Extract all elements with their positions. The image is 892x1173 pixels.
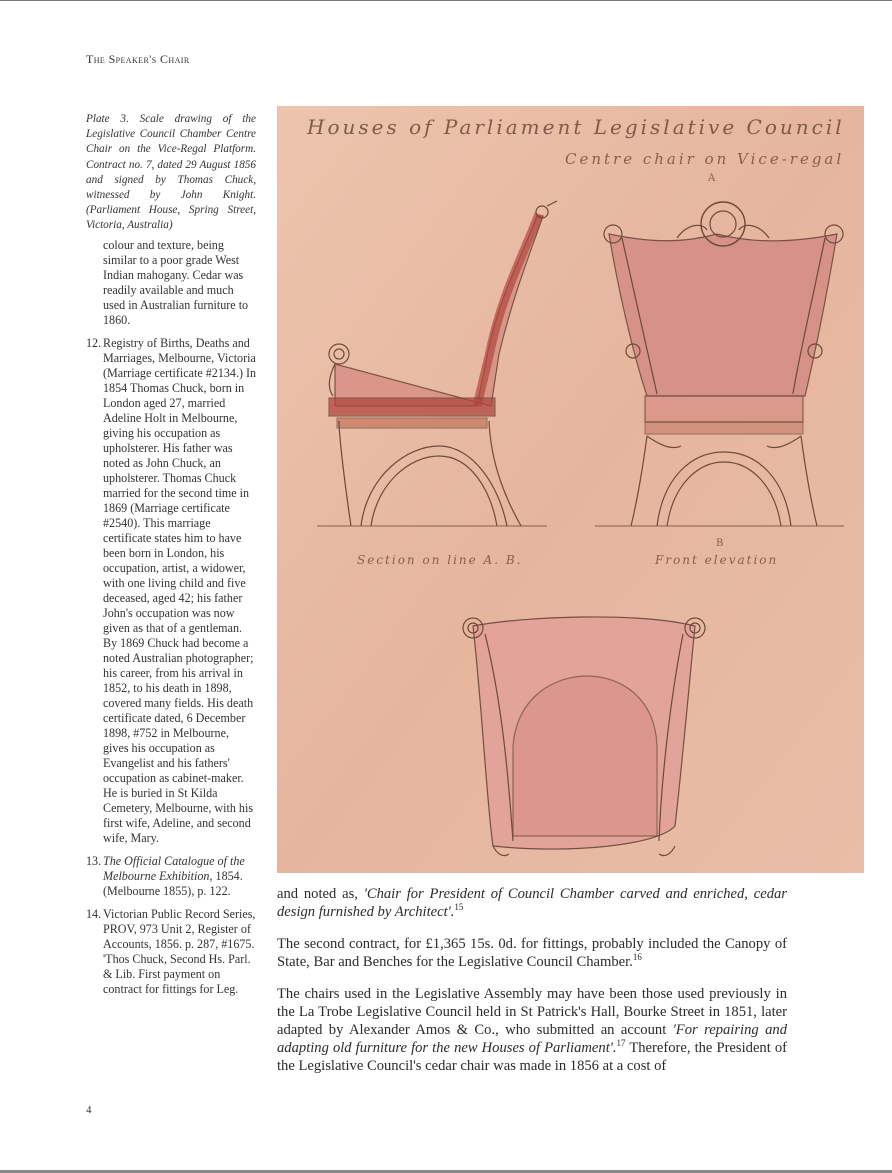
sidebar-notes — [86, 112, 256, 997]
footnote-ref: 17 — [616, 1038, 626, 1049]
note-continuation: colour and texture, being similar to a poor grade West Indian mahogany. Cedar was readily available and much used in Australian furniture to 1860. — [103, 237, 249, 327]
note-number: 13. — [86, 853, 102, 868]
note-12 — [86, 336, 257, 846]
footnote-ref: 16 — [632, 952, 642, 963]
paragraph-assembly-chairs — [277, 985, 787, 1075]
catalogue-title: The Official Catalogue of the Melbourne Exhibition, — [103, 853, 245, 883]
front-elevation-label: Front elevation — [655, 553, 779, 567]
note-14 — [86, 907, 257, 997]
section-mark-b: B — [716, 538, 724, 549]
section-label: Section on line A. B. — [357, 553, 523, 567]
plan-view-chair — [463, 617, 705, 856]
note-text: Victorian Public Record Series, PROV, 973 Unit 2, Register of Accounts, 1856. p. 287, #1675. 'Thos Chuck, Second Hs. Parl. & Lib. First payment on contract for fittings for Leg. — [103, 906, 256, 996]
note-number: 12. — [86, 335, 102, 350]
page-top-edge — [0, 0, 892, 1]
chair-drawing-svg — [277, 106, 864, 873]
paragraph-second-contract — [277, 935, 787, 971]
page-number: 4 — [86, 1104, 92, 1116]
note-text: Registry of Births, Deaths and Marriages, Melbourne, Victoria (Marriage certificate #2134.) In 1854 Thomas Chuck, born in London aged 27, married Adeline Holt in Melbourne, giving his occupation as upholsterer. His father was noted as John Chuck, an upholsterer. Thomas Chuck married for the second time in 1869 (Marriage certificate #2540). This marriage certificate states him to have been born in London, his occupation, artist, a widower, with one living child and five deceased, aged 42; his father John's occupation was now given as that of a gentleman. By 1869 Chuck had become a noted Australian photographer; his career, from his arrival in 1852, to his death in 1898, covered many fields. His death certificate dated, 6 December 1898, #752 in Melbourne, gives his occupation as Evangelist and his fathers' occupation as cabinet-maker. He is buried in St Kilda Cemetery, Melbourne, with his first wife, Adeline, and second wife, Mary. — [103, 335, 257, 845]
plate-caption: Plate 3. Scale drawing of the Legislative Council Chamber Centre Chair on the Vice-Regal Platform. Contract no. 7, dated 29 August 1856 and signed by Thomas Chuck, witnessed by John Knight. (Parliament House, Spring Street, Victoria, Australia) — [86, 113, 256, 232]
note-number: 14. — [86, 906, 102, 921]
drawing-subheading: Centre chair on Vice-regal — [565, 150, 845, 168]
catalogue-details: 1854. (Melbourne 1855), p. 122. — [103, 868, 243, 898]
paragraph-text: The chairs used in the Legislative Assembly may have been those used previously in the La Trobe Legislative Council held in St Patrick's Hall, Bourke Street in 1851, later adapted by Alexander Amos & Co., who submitted an account — [277, 986, 787, 1038]
paragraph-lead: and noted as, — [277, 886, 364, 902]
paragraph-text-end: Therefore, the President of the Legislative Council's cedar chair was made in 1856 at a cost of — [277, 1040, 787, 1074]
paragraph-contract-note — [277, 885, 787, 921]
footnote-ref: 15 — [454, 902, 464, 913]
account-quote: 'For repairing and adapting old furniture for the new Houses of Parliament'. — [277, 1022, 787, 1056]
contract-quote: 'Chair for President of Council Chamber carved and enriched, cedar design furnished by Architect'. — [277, 886, 787, 920]
section-mark-a: A — [708, 173, 716, 184]
drawing-heading: Houses of Parliament Legislative Council — [307, 115, 845, 139]
paragraph-text: The second contract, for £1,365 15s. 0d. for fittings, probably included the Canopy of State, Bar and Benches for the Legislative Council Chamber. — [277, 936, 787, 970]
chair-drawing-plate — [277, 106, 864, 873]
running-head: The Speaker's Chair — [86, 52, 190, 66]
main-body-text — [277, 885, 787, 1089]
note-13 — [86, 854, 257, 899]
note-text — [103, 854, 257, 899]
